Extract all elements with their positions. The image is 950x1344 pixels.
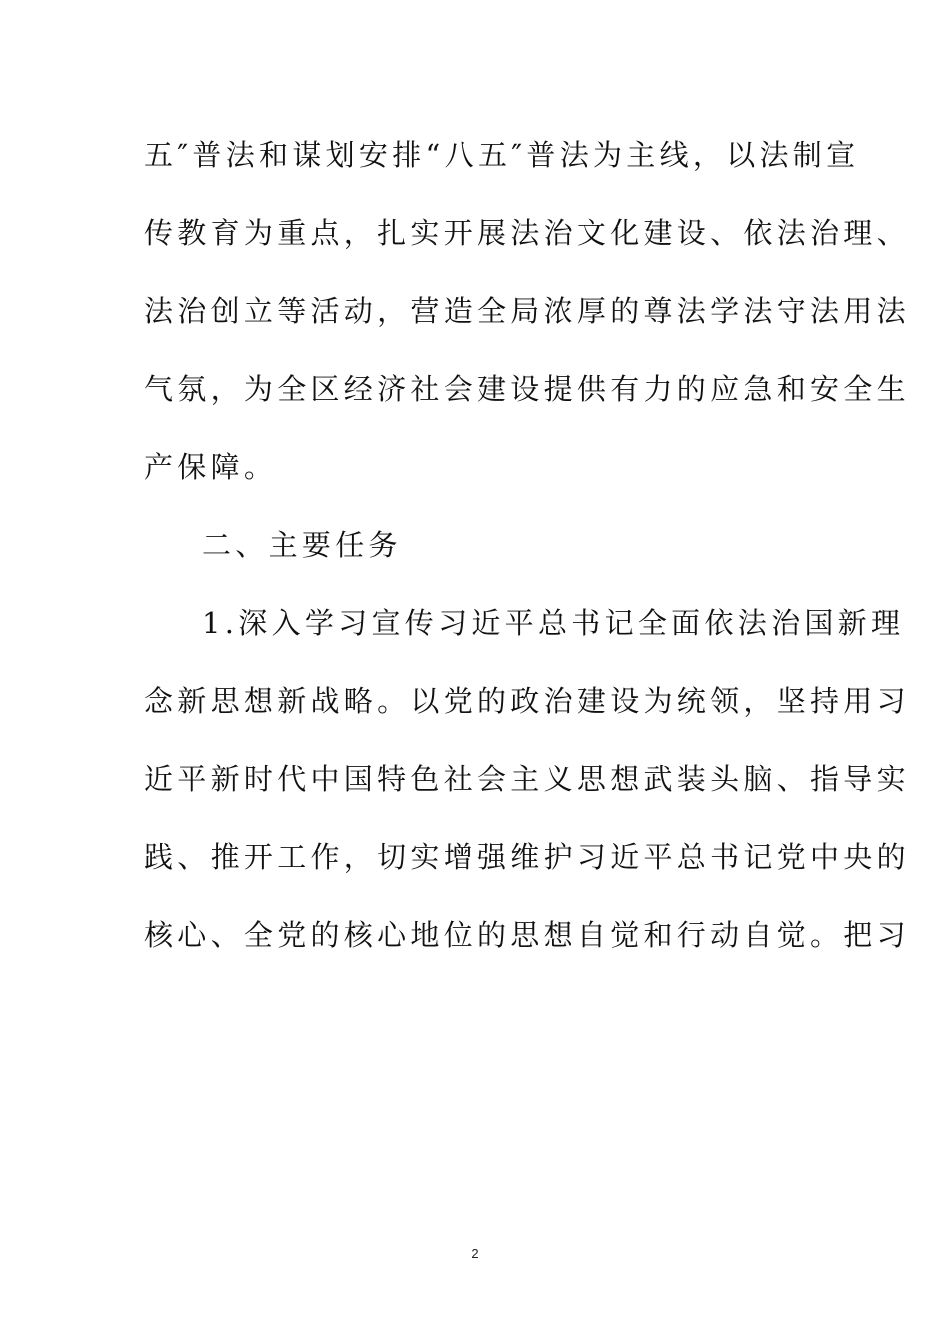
- text-line: 五″普法和谋划安排“八五″普法为主线，以法制宣: [144, 138, 860, 172]
- text-line: 念新思想新战略。以党的政治建设为统领，坚持用习: [144, 684, 910, 718]
- text-line: 气氛，为全区经济社会建设提供有力的应急和安全生: [144, 372, 910, 406]
- page-number: 2: [471, 1246, 479, 1261]
- section-heading: 二、主要任务: [202, 528, 402, 562]
- text-line: 1.深入学习宣传习近平总书记全面依法治国新理: [202, 606, 905, 640]
- text-line: 产保障。: [144, 450, 278, 484]
- text-line: 传教育为重点，扎实开展法治文化建设、依法治理、: [144, 216, 910, 250]
- body-text: [144, 128, 910, 986]
- text-line: 践、推开工作，切实增强维护习近平总书记党中央的: [144, 840, 910, 874]
- text-line: 核心、全党的核心地位的思想自觉和行动自觉。把习: [144, 918, 910, 952]
- text-line: 法治创立等活动，营造全局浓厚的尊法学法守法用法: [144, 294, 910, 328]
- text-line: 近平新时代中国特色社会主义思想武装头脑、指导实: [144, 762, 910, 796]
